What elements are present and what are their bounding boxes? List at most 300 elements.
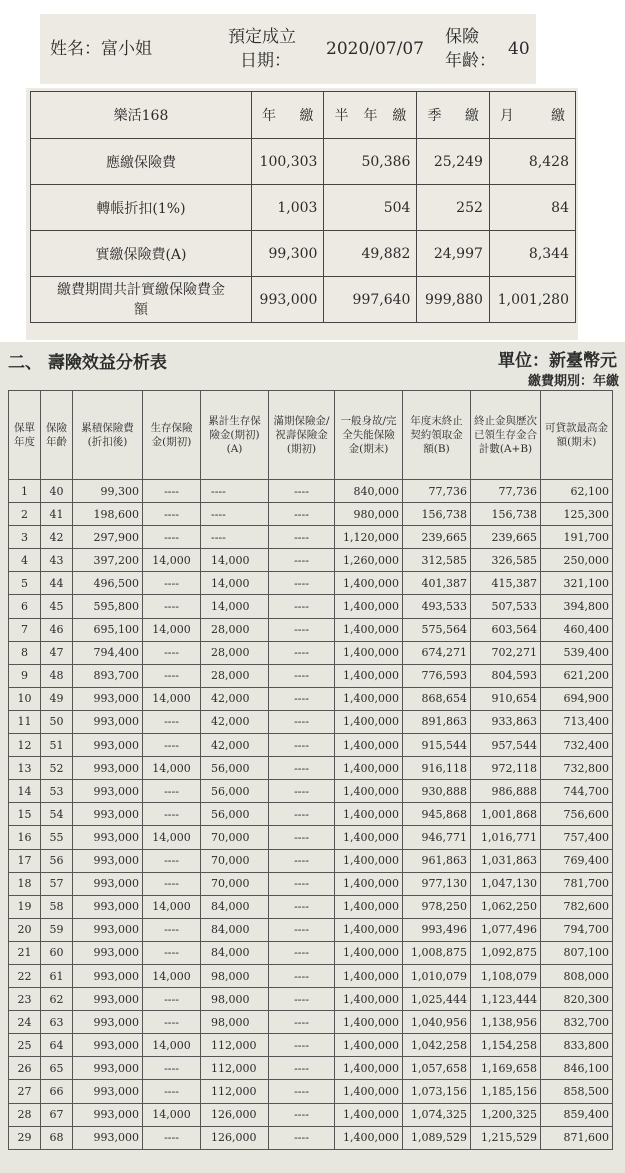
table-cell: 993,000: [73, 1080, 143, 1103]
table-cell: 1,400,000: [335, 710, 403, 733]
table-cell: ----: [143, 803, 201, 826]
table-cell: 915,544: [403, 734, 471, 757]
table-row: [9, 1011, 613, 1034]
table-cell: 993,000: [73, 941, 143, 964]
table-cell: 993,000: [73, 710, 143, 733]
premium-row: [31, 139, 576, 185]
table-cell: 808,000: [541, 964, 613, 987]
table-cell: 1,185,156: [471, 1080, 541, 1103]
table-cell: ----: [143, 664, 201, 687]
table-cell: 946,771: [403, 826, 471, 849]
table-cell: 4: [9, 549, 41, 572]
table-cell: 1,025,444: [403, 988, 471, 1011]
table-cell: 54: [41, 803, 73, 826]
table-cell: 804,593: [471, 664, 541, 687]
table-cell: 859,400: [541, 1103, 613, 1126]
table-row: [9, 964, 613, 987]
table-cell: ----: [269, 618, 335, 641]
table-cell: 957,544: [471, 734, 541, 757]
table-cell: ----: [269, 918, 335, 941]
table-cell: 112,000: [201, 1034, 269, 1057]
table-cell: 930,888: [403, 780, 471, 803]
table-cell: 507,533: [471, 595, 541, 618]
currency-unit: 單位：新臺幣元: [498, 351, 617, 371]
table-cell: 1,400,000: [335, 618, 403, 641]
col-survival-benefit: 生存保險金(期初): [143, 391, 201, 480]
table-cell: 51: [41, 734, 73, 757]
table-cell: 1,120,000: [335, 526, 403, 549]
table-cell: ----: [143, 1011, 201, 1034]
table-row: [9, 595, 613, 618]
col-cumulative-survival: 累計生存保險金(期初)(A): [201, 391, 269, 480]
premium-cell: 1,003: [252, 185, 324, 231]
table-cell: 28,000: [201, 664, 269, 687]
table-cell: 732,400: [541, 734, 613, 757]
table-cell: 1,047,130: [471, 872, 541, 895]
table-cell: 1,400,000: [335, 1080, 403, 1103]
table-cell: 77,736: [471, 480, 541, 503]
table-row: [9, 1057, 613, 1080]
table-cell: 1,400,000: [335, 1103, 403, 1126]
insured-age-label-2: 年齡：: [445, 51, 496, 71]
table-row: [9, 1126, 613, 1149]
table-cell: 68: [41, 1126, 73, 1149]
table-cell: 993,000: [73, 964, 143, 987]
table-cell: 13: [9, 757, 41, 780]
table-row: [9, 687, 613, 710]
table-cell: 713,400: [541, 710, 613, 733]
table-cell: 1,073,156: [403, 1080, 471, 1103]
table-cell: 993,000: [73, 1103, 143, 1126]
premium-row-label: 轉帳折扣(1%): [31, 185, 252, 231]
table-cell: 868,654: [403, 687, 471, 710]
table-cell: 98,000: [201, 964, 269, 987]
table-cell: ----: [269, 687, 335, 710]
effective-date-label: 預定成立: [228, 27, 296, 47]
table-cell: 28,000: [201, 618, 269, 641]
table-row: [9, 780, 613, 803]
table-cell: 21: [9, 941, 41, 964]
table-cell: 14,000: [143, 1034, 201, 1057]
table-cell: 794,400: [73, 641, 143, 664]
table-cell: 26: [9, 1057, 41, 1080]
table-cell: 910,654: [471, 687, 541, 710]
col-death-benefit: 一般身故/完全失能保險金(期末): [335, 391, 403, 480]
table-cell: 11: [9, 710, 41, 733]
table-cell: 7: [9, 618, 41, 641]
table-cell: ----: [143, 1057, 201, 1080]
table-cell: ----: [143, 503, 201, 526]
table-cell: 1,138,956: [471, 1011, 541, 1034]
table-cell: 14,000: [143, 964, 201, 987]
table-row: [9, 849, 613, 872]
table-cell: 1,400,000: [335, 941, 403, 964]
table-cell: 66: [41, 1080, 73, 1103]
table-cell: 12: [9, 734, 41, 757]
table-cell: 70,000: [201, 872, 269, 895]
table-cell: ----: [143, 526, 201, 549]
table-cell: 832,700: [541, 1011, 613, 1034]
table-cell: 61: [41, 964, 73, 987]
table-cell: 1,400,000: [335, 780, 403, 803]
table-cell: 62: [41, 988, 73, 1011]
policy-header: [40, 14, 536, 84]
table-row: [9, 826, 613, 849]
table-cell: ----: [201, 480, 269, 503]
table-cell: ----: [269, 595, 335, 618]
table-cell: 1,400,000: [335, 964, 403, 987]
table-cell: 846,100: [541, 1057, 613, 1080]
table-cell: 1,154,258: [471, 1034, 541, 1057]
premium-row-label: 應繳保險費: [31, 139, 252, 185]
premium-cell: 99,300: [252, 231, 324, 277]
table-cell: 24: [9, 1011, 41, 1034]
table-row: [9, 641, 613, 664]
table-cell: 961,863: [403, 849, 471, 872]
table-cell: 312,585: [403, 549, 471, 572]
table-cell: 297,900: [73, 526, 143, 549]
table-cell: ----: [143, 641, 201, 664]
table-cell: 769,400: [541, 849, 613, 872]
col-max-loan: 可貸款最高金額(期末): [541, 391, 613, 480]
table-cell: 19: [9, 895, 41, 918]
table-cell: ----: [269, 549, 335, 572]
table-cell: 47: [41, 641, 73, 664]
benefit-table-body: [9, 480, 613, 1150]
table-cell: 1,400,000: [335, 734, 403, 757]
table-cell: ----: [143, 941, 201, 964]
table-cell: 820,300: [541, 988, 613, 1011]
effective-date-label-2: 日期：: [240, 51, 291, 71]
table-cell: 840,000: [335, 480, 403, 503]
table-cell: ----: [269, 1080, 335, 1103]
table-cell: 42,000: [201, 687, 269, 710]
table-cell: 29: [9, 1126, 41, 1149]
table-cell: 1,074,325: [403, 1103, 471, 1126]
table-row: [9, 618, 613, 641]
table-cell: 1,169,658: [471, 1057, 541, 1080]
table-cell: 916,118: [403, 757, 471, 780]
table-cell: 1,400,000: [335, 641, 403, 664]
table-cell: ----: [269, 1103, 335, 1126]
col-annual: 年 繳: [252, 92, 324, 139]
table-cell: ----: [143, 849, 201, 872]
table-cell: ----: [269, 988, 335, 1011]
table-cell: ----: [269, 526, 335, 549]
table-cell: 70,000: [201, 849, 269, 872]
table-cell: 993,496: [403, 918, 471, 941]
table-cell: 833,800: [541, 1034, 613, 1057]
table-cell: 1,215,529: [471, 1126, 541, 1149]
table-cell: 112,000: [201, 1057, 269, 1080]
premium-cell: 84: [489, 185, 575, 231]
col-cumulative-premium: 累積保險費(折扣後): [73, 391, 143, 480]
table-cell: 125,300: [541, 503, 613, 526]
table-cell: 858,500: [541, 1080, 613, 1103]
table-row: [9, 988, 613, 1011]
table-cell: ----: [269, 872, 335, 895]
table-cell: 1,400,000: [335, 1057, 403, 1080]
table-cell: 1,077,496: [471, 918, 541, 941]
table-cell: ----: [143, 480, 201, 503]
table-cell: 986,888: [471, 780, 541, 803]
table-row: [9, 1103, 613, 1126]
table-cell: 62,100: [541, 480, 613, 503]
table-cell: 493,533: [403, 595, 471, 618]
table-cell: 14,000: [143, 895, 201, 918]
table-cell: ----: [201, 503, 269, 526]
table-cell: 22: [9, 964, 41, 987]
table-cell: 871,600: [541, 1126, 613, 1149]
table-cell: 460,400: [541, 618, 613, 641]
premium-row-label: 實繳保險費(A): [31, 231, 252, 277]
col-total-received: 終止金與歷次已領生存金合計數(A+B): [471, 391, 541, 480]
table-cell: 757,400: [541, 826, 613, 849]
table-cell: 1,062,250: [471, 895, 541, 918]
table-cell: 1,260,000: [335, 549, 403, 572]
table-cell: 84,000: [201, 895, 269, 918]
table-row: [9, 918, 613, 941]
table-row: [9, 757, 613, 780]
col-monthly: 月 繳: [489, 92, 575, 139]
table-cell: ----: [269, 849, 335, 872]
table-cell: 1,400,000: [335, 572, 403, 595]
table-cell: ----: [269, 664, 335, 687]
table-cell: ----: [269, 826, 335, 849]
table-cell: 42,000: [201, 710, 269, 733]
table-cell: 794,700: [541, 918, 613, 941]
table-cell: 993,000: [73, 757, 143, 780]
table-cell: 14,000: [143, 687, 201, 710]
table-cell: 1,400,000: [335, 664, 403, 687]
table-row: [9, 803, 613, 826]
effective-date-value: 2020/07/07: [326, 39, 424, 59]
table-cell: 198,600: [73, 503, 143, 526]
table-cell: 933,863: [471, 710, 541, 733]
table-cell: ----: [269, 641, 335, 664]
table-cell: 14,000: [143, 1103, 201, 1126]
table-cell: 1,400,000: [335, 803, 403, 826]
table-cell: 575,564: [403, 618, 471, 641]
table-cell: 1,400,000: [335, 918, 403, 941]
benefit-table: [8, 390, 613, 1150]
table-cell: 98,000: [201, 1011, 269, 1034]
table-cell: 415,387: [471, 572, 541, 595]
table-cell: 1,092,875: [471, 941, 541, 964]
table-cell: 694,900: [541, 687, 613, 710]
premium-cell: 8,428: [489, 139, 575, 185]
premium-row: [31, 185, 576, 231]
table-cell: ----: [201, 526, 269, 549]
table-cell: ----: [269, 803, 335, 826]
table-cell: 782,600: [541, 895, 613, 918]
table-cell: 1,031,863: [471, 849, 541, 872]
table-cell: 744,700: [541, 780, 613, 803]
table-cell: 23: [9, 988, 41, 1011]
table-cell: 60: [41, 941, 73, 964]
table-cell: 6: [9, 595, 41, 618]
table-cell: 781,700: [541, 872, 613, 895]
table-cell: 1,400,000: [335, 687, 403, 710]
table-row: [9, 503, 613, 526]
table-row: [9, 572, 613, 595]
table-cell: 56,000: [201, 757, 269, 780]
table-cell: ----: [269, 964, 335, 987]
table-row: [9, 895, 613, 918]
table-cell: 1,400,000: [335, 1126, 403, 1149]
table-cell: 239,665: [471, 526, 541, 549]
premium-row: [31, 277, 576, 323]
table-cell: 1,040,956: [403, 1011, 471, 1034]
table-cell: ----: [143, 572, 201, 595]
table-cell: 16: [9, 826, 41, 849]
table-cell: 807,100: [541, 941, 613, 964]
insured-name: 姓名：富小姐: [50, 39, 152, 59]
benefit-analysis: [0, 342, 625, 1173]
table-cell: 57: [41, 872, 73, 895]
table-cell: 250,000: [541, 549, 613, 572]
table-cell: 48: [41, 664, 73, 687]
table-cell: 993,000: [73, 803, 143, 826]
benefit-header-row: [9, 391, 613, 480]
premium-row-label: 繳費期間共計實繳保險費金額: [31, 277, 252, 323]
table-cell: 1,400,000: [335, 1034, 403, 1057]
table-cell: 98,000: [201, 988, 269, 1011]
table-cell: ----: [269, 572, 335, 595]
product-name: 樂活168: [31, 92, 252, 139]
table-row: [9, 941, 613, 964]
table-cell: 1,400,000: [335, 849, 403, 872]
table-cell: 702,271: [471, 641, 541, 664]
table-row: [9, 1034, 613, 1057]
table-row: [9, 664, 613, 687]
table-cell: 993,000: [73, 918, 143, 941]
table-cell: 15: [9, 803, 41, 826]
table-cell: 84,000: [201, 918, 269, 941]
insured-age-label: 保險: [445, 27, 479, 47]
premium-row: [31, 231, 576, 277]
premium-cell: 504: [324, 185, 417, 231]
table-cell: 84,000: [201, 941, 269, 964]
table-cell: 42: [41, 526, 73, 549]
table-cell: 1,089,529: [403, 1126, 471, 1149]
table-cell: 18: [9, 872, 41, 895]
table-cell: ----: [269, 1034, 335, 1057]
table-cell: 67: [41, 1103, 73, 1126]
table-cell: 43: [41, 549, 73, 572]
premium-cell: 8,344: [489, 231, 575, 277]
table-cell: 1: [9, 480, 41, 503]
table-cell: 14,000: [201, 595, 269, 618]
table-cell: 64: [41, 1034, 73, 1057]
table-row: [9, 526, 613, 549]
table-cell: 44: [41, 572, 73, 595]
table-cell: 1,400,000: [335, 895, 403, 918]
table-cell: ----: [269, 710, 335, 733]
table-row: [9, 480, 613, 503]
table-cell: 993,000: [73, 1057, 143, 1080]
table-cell: 977,130: [403, 872, 471, 895]
table-cell: 595,800: [73, 595, 143, 618]
table-cell: 993,000: [73, 988, 143, 1011]
premium-cell: 997,640: [324, 277, 417, 323]
table-cell: 14,000: [201, 549, 269, 572]
table-cell: 1,400,000: [335, 595, 403, 618]
table-cell: ----: [143, 780, 201, 803]
premium-cell: 25,249: [417, 139, 489, 185]
table-cell: ----: [269, 1126, 335, 1149]
table-cell: ----: [269, 503, 335, 526]
table-cell: 397,200: [73, 549, 143, 572]
table-cell: 1,001,868: [471, 803, 541, 826]
table-cell: ----: [269, 941, 335, 964]
table-row: [9, 872, 613, 895]
table-cell: 14: [9, 780, 41, 803]
table-cell: 14,000: [143, 549, 201, 572]
table-cell: 14,000: [143, 757, 201, 780]
col-insured-age: 保險年齡: [41, 391, 73, 480]
table-cell: 56: [41, 849, 73, 872]
table-cell: 46: [41, 618, 73, 641]
table-cell: 9: [9, 664, 41, 687]
table-cell: 539,400: [541, 641, 613, 664]
table-cell: 621,200: [541, 664, 613, 687]
premium-cell: 24,997: [417, 231, 489, 277]
table-cell: 891,863: [403, 710, 471, 733]
col-maturity-benefit: 滿期保險金/祝壽保險金(期初): [269, 391, 335, 480]
table-cell: 326,585: [471, 549, 541, 572]
table-row: [9, 710, 613, 733]
table-cell: 756,600: [541, 803, 613, 826]
table-cell: 776,593: [403, 664, 471, 687]
table-cell: 45: [41, 595, 73, 618]
table-cell: 28,000: [201, 641, 269, 664]
table-cell: 99,300: [73, 480, 143, 503]
table-cell: 893,700: [73, 664, 143, 687]
col-policy-year: 保單年度: [9, 391, 41, 480]
table-cell: ----: [143, 1080, 201, 1103]
table-cell: 20: [9, 918, 41, 941]
table-cell: 14,000: [143, 618, 201, 641]
table-cell: 1,008,875: [403, 941, 471, 964]
table-cell: 65: [41, 1057, 73, 1080]
table-cell: 401,387: [403, 572, 471, 595]
table-cell: 126,000: [201, 1103, 269, 1126]
table-cell: 321,100: [541, 572, 613, 595]
table-cell: 972,118: [471, 757, 541, 780]
premium-cell: 252: [417, 185, 489, 231]
table-cell: ----: [269, 895, 335, 918]
table-cell: 27: [9, 1080, 41, 1103]
table-cell: 993,000: [73, 826, 143, 849]
table-cell: 1,400,000: [335, 988, 403, 1011]
table-cell: ----: [143, 872, 201, 895]
table-cell: 1,108,079: [471, 964, 541, 987]
table-cell: 8: [9, 641, 41, 664]
premium-table: [30, 91, 576, 323]
table-cell: 980,000: [335, 503, 403, 526]
table-cell: 1,042,258: [403, 1034, 471, 1057]
table-cell: 56,000: [201, 780, 269, 803]
table-cell: ----: [269, 757, 335, 780]
table-cell: 1,400,000: [335, 757, 403, 780]
table-cell: 14,000: [143, 826, 201, 849]
table-cell: 53: [41, 780, 73, 803]
table-cell: 156,738: [471, 503, 541, 526]
table-cell: ----: [143, 988, 201, 1011]
premium-cell: 1,001,280: [489, 277, 575, 323]
premium-cell: 49,882: [324, 231, 417, 277]
